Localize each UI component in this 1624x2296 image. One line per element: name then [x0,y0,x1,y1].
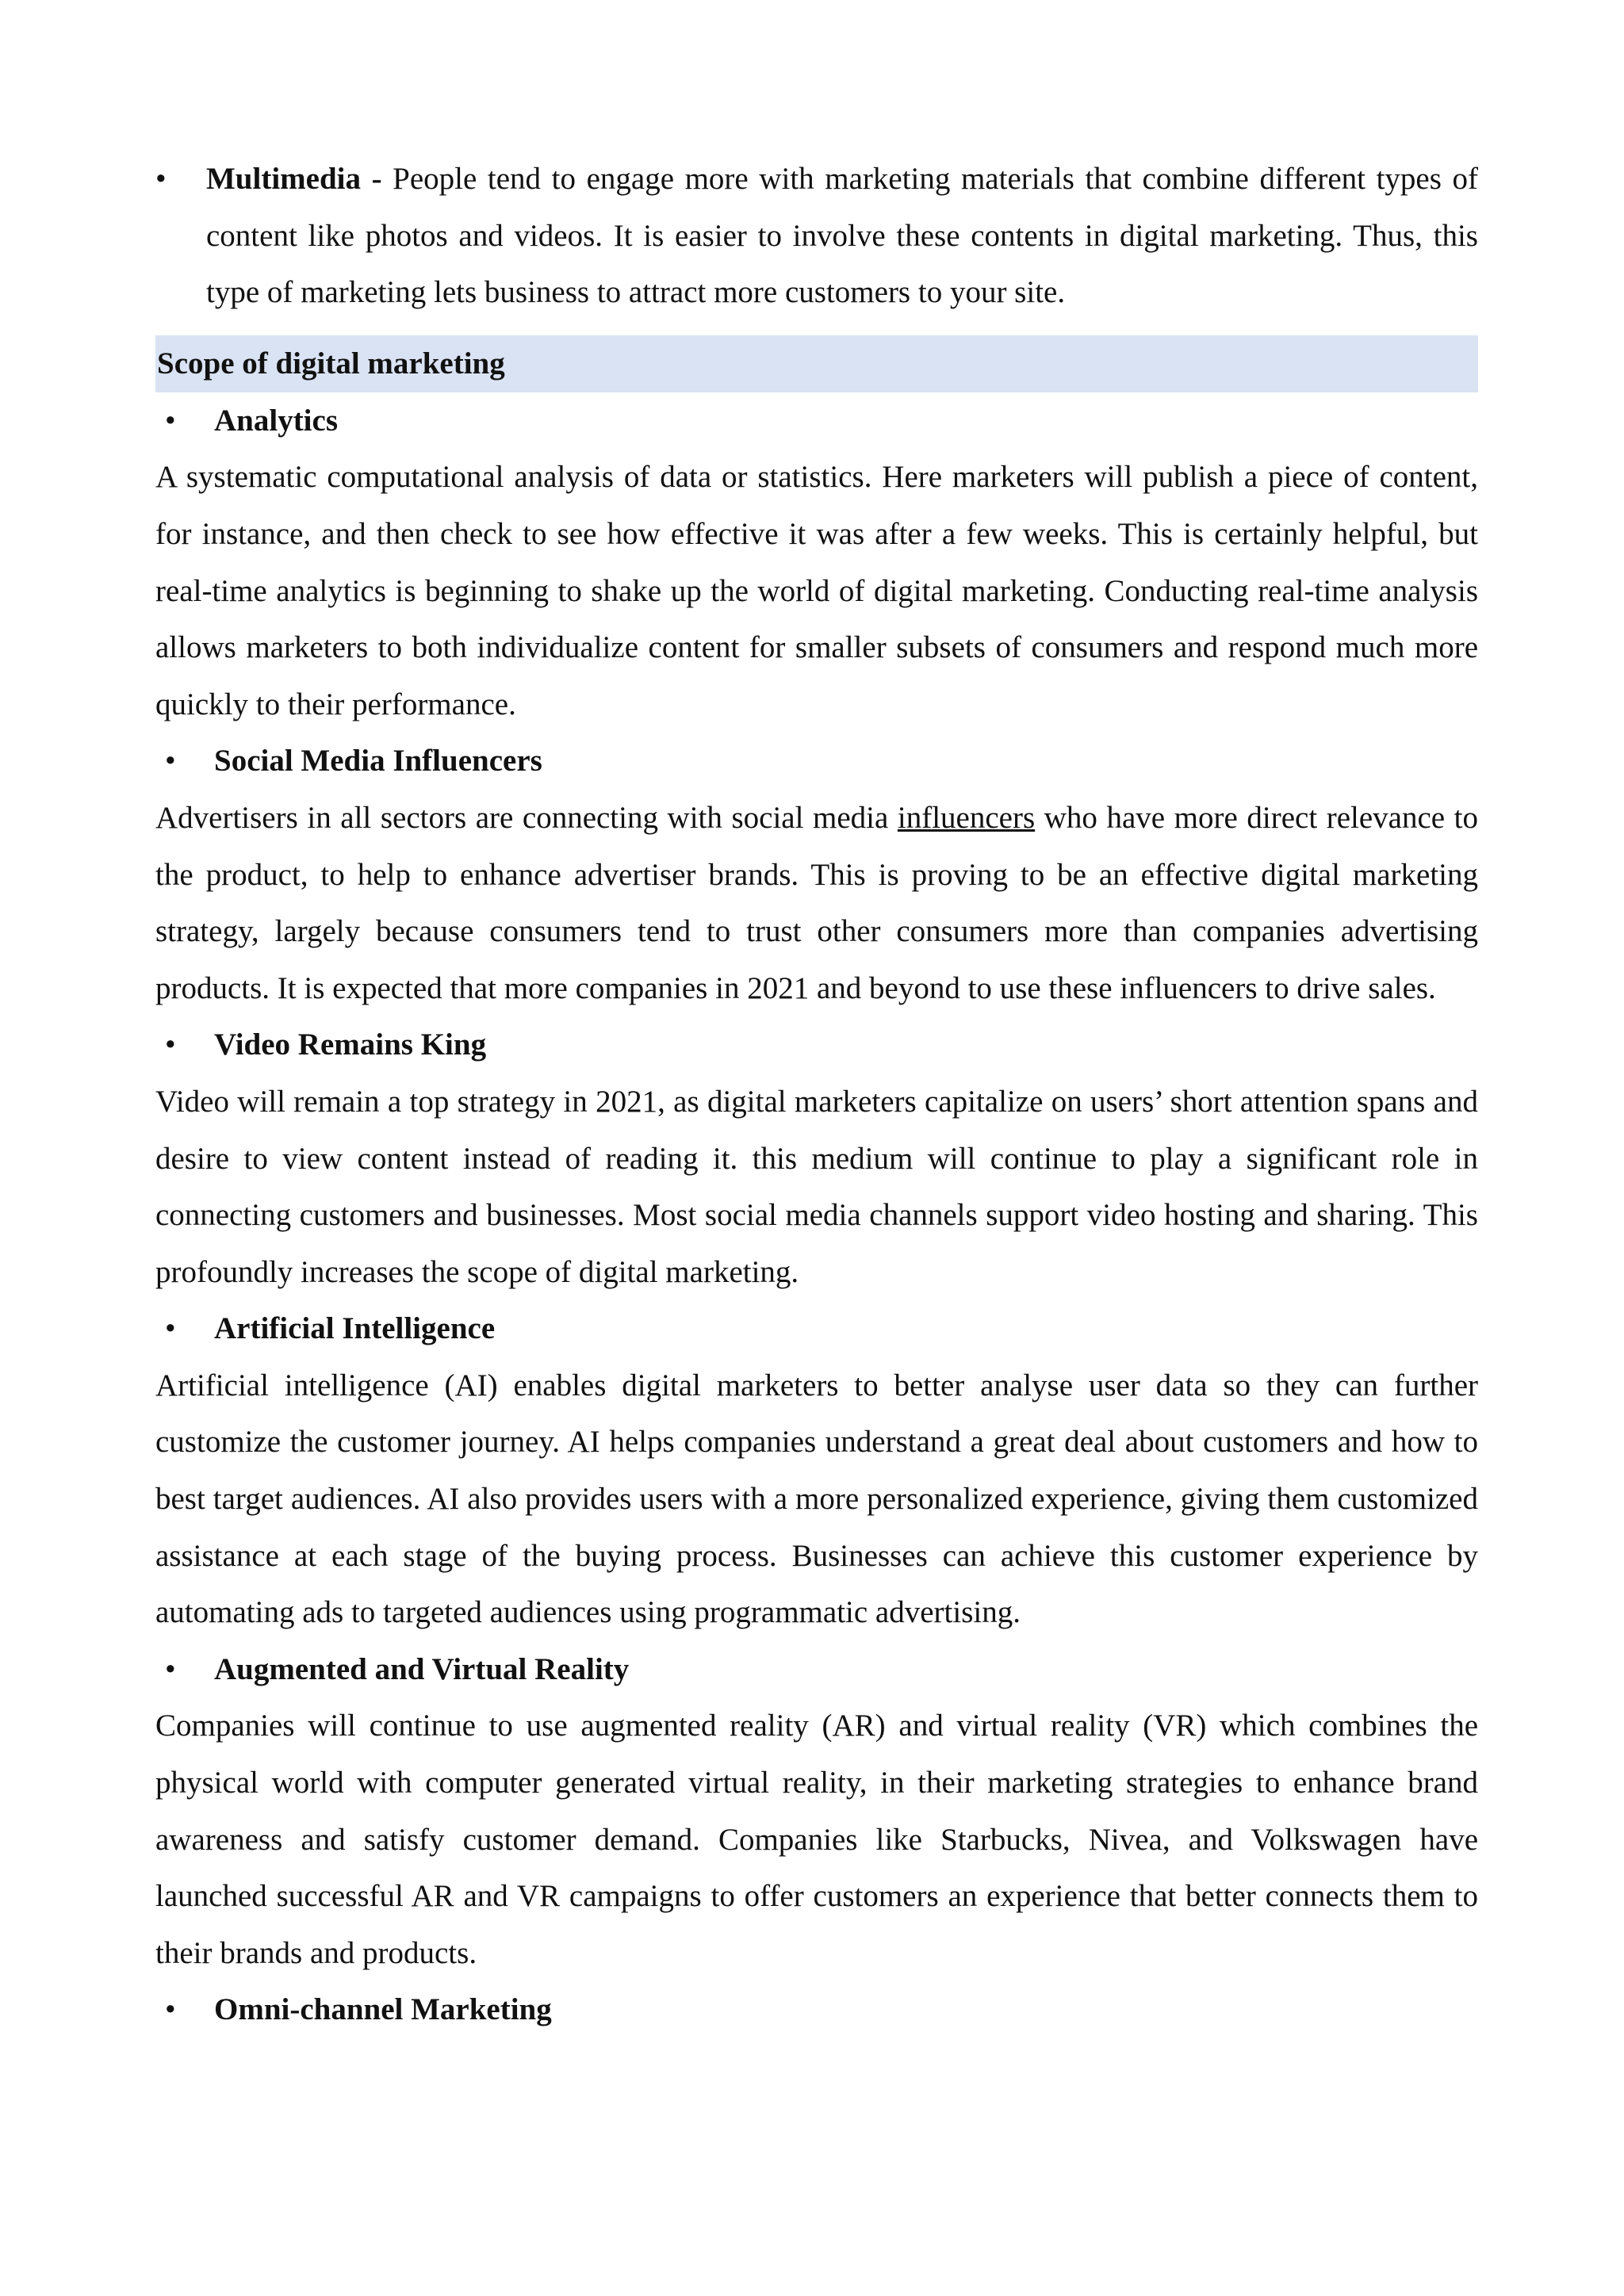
subheading-video-remains-king [155,1016,1478,1073]
multimedia-title: Multimedia [206,162,361,196]
bullet-icon: • [165,1992,176,2027]
subheading-title: Artificial Intelligence [214,1311,496,1346]
subheading-omni-channel-marketing [155,1981,1478,2038]
video-paragraph: Video will remain a top strategy in 2021, as digital marketers capitalize on users’ short attention spans and desire to view content instead of reading it. this medium will continue to play a significant role in connecting customers and businesses. Most social media channels support video hosting and sharing. This profoundly increases the scope of digital marketing. [155,1084,1478,1289]
influencers-text-after: who have more direct relevance to the product, to help to enhance advertiser brands. This is proving to be an effective digital marketing strategy, largely because consumers tend to trust other consumers more than companies advertising products. It is expected that more companies in 2021 and beyond to use these influencers to drive sales. [155,800,1479,1005]
multimedia-separator: - [360,162,393,196]
subheading-title: Video Remains King [214,1027,487,1062]
ar-vr-paragraph: Companies will continue to use augmented reality (AR) and virtual reality (VR) which combines the physical world with computer generated virtual reality, in their marketing strategies to enhance brand awareness and satisfy customer demand. Companies like Starbucks, Nivea, and Volkswagen have launched successful AR and VR campaigns to offer customers an experience that better connects them to their brands and products. [155,1709,1478,1970]
analytics-paragraph: A systematic computational analysis of data or statistics. Here marketers will publish a piece of content, for instance, and then check to see how effective it was after a few weeks. This is certainly helpful, but real-time analytics is beginning to shake up the world of digital marketing. Conducting real-time analysis allows marketers to both individualize content for smaller subsets of consumers and respond much more quickly to their performance. [155,460,1478,721]
multimedia-bullet [155,151,1478,321]
bullet-icon: • [165,744,176,779]
subheading-analytics [155,392,1478,450]
multimedia-text: People tend to engage more with marketing materials that combine different types of content like photos and videos. It is easier to involve these contents in digital marketing. Thus, this type of marketing lets business to attract more customers to your site. [206,162,1478,310]
influencers-text-before: Advertisers in all sectors are connecting with social media [155,800,898,835]
section-heading: Scope of digital marketing [155,335,1478,392]
subheading-title: Analytics [214,403,338,438]
bullet-icon: • [155,162,167,196]
subheading-augmented-virtual-reality [155,1641,1478,1698]
subheading-social-media-influencers [155,733,1478,790]
subheading-title: Augmented and Virtual Reality [214,1651,630,1686]
subheading-title: Omni-channel Marketing [214,1992,552,2027]
subheading-title: Social Media Influencers [214,744,542,779]
subheading-artificial-intelligence [155,1300,1478,1357]
bullet-icon: • [165,1651,176,1686]
influencers-link[interactable]: influencers [897,800,1036,835]
bullet-icon: • [165,403,176,438]
ai-paragraph: Artificial intelligence (AI) enables digital marketers to better analyse user data so they can further customize the customer journey. AI helps companies understand a great deal about customers and how to best target audiences. AI also provides users with a more personalized experience, giving them customized assistance at each stage of the buying process. Businesses can achieve this customer experience by automating ads to targeted audiences using programmatic advertising. [155,1368,1478,1630]
bullet-icon: • [165,1027,176,1062]
document-page [155,151,1478,2038]
bullet-icon: • [165,1311,176,1346]
influencers-paragraph [155,790,1478,1016]
